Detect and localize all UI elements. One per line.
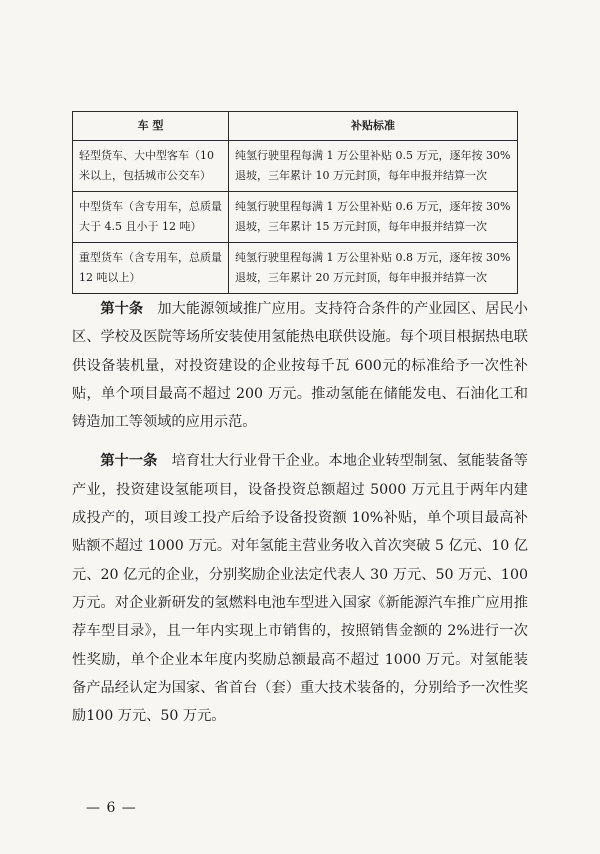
header-vehicle-type: 车 型 — [73, 112, 229, 141]
subsidy-standard-cell: 纯氢行驶里程每满 1 万公里补贴 0.5 万元，逐年按 30%退坡，三年累计 10 万元封顶，每年申报并结算一次 — [229, 141, 518, 192]
page-number: — 6 — — [86, 800, 137, 816]
article-10-paragraph — [72, 295, 528, 436]
article-11-paragraph — [72, 447, 528, 730]
vehicle-type-cell: 中型货车（含专用车，总质量大于 4.5 且小于 12 吨） — [73, 192, 229, 243]
subsidy-standard-cell: 纯氢行驶里程每满 1 万公里补贴 0.6 万元，逐年按 30%退坡，三年累计 15 万元封顶，每年申报并结算一次 — [229, 192, 518, 243]
table-row — [73, 192, 518, 243]
table-row — [73, 141, 518, 192]
body-text — [72, 295, 528, 730]
vehicle-type-cell: 轻型货车、大中型客车（10米以上，包括城市公交车） — [73, 141, 229, 192]
vehicle-type-cell: 重型货车（含专用车，总质量 12 吨以上） — [73, 243, 229, 294]
article-10-text: 加大能源领域推广应用。支持符合条件的产业园区、居民小区、学校及医院等场所安装使用氢能热电联供设施。每个项目根据热电联供设备装机量，对投资建设的企业按每千瓦 600元的标准给予一次性补贴，单个项目最高不超过 200 万元。推动氢能在储能发电、石油化工和铸造加工等领域的应用示范。 — [72, 301, 528, 431]
subsidy-table — [72, 111, 518, 294]
subsidy-standard-cell: 纯氢行驶里程每满 1 万公里补贴 0.8 万元，逐年按 30%退坡，三年累计 20 万元封顶，每年申报并结算一次 — [229, 243, 518, 294]
article-10-title: 第十条 — [100, 301, 144, 317]
article-11-title: 第十一条 — [100, 453, 158, 470]
article-11-text: 培育壮大行业骨干企业。本地企业转型制氢、氢能装备等产业，投资建设氢能项目，设备投资总额超过 5000 万元且于两年内建成投产的，项目竣工投产后给予设备投资额 10%补贴，单个项目最高补贴额不超过 1000 万元。对年氢能主营业务收入首次突破 5 亿元、10 亿元、20 亿元的企业，分别奖励企业法定代表人 30 万元、50 万元、100 万元。对企业新研发的氢燃料电池车型进入国家《新能源汽车推广应用推荐车型目录》，且一年内实现上市销售的，按照销售金额的 2%进行一次性奖励，单个企业本年度内奖励总额最高不超过 1000 万元。对氢能装备产品经认定为国家、省首台（套）重大技术装备的，分别给予一次性奖励100 万元、50 万元。 — [72, 453, 528, 725]
table-header-row — [73, 112, 518, 141]
table-row — [73, 243, 518, 294]
header-subsidy-standard: 补贴标准 — [229, 112, 518, 141]
